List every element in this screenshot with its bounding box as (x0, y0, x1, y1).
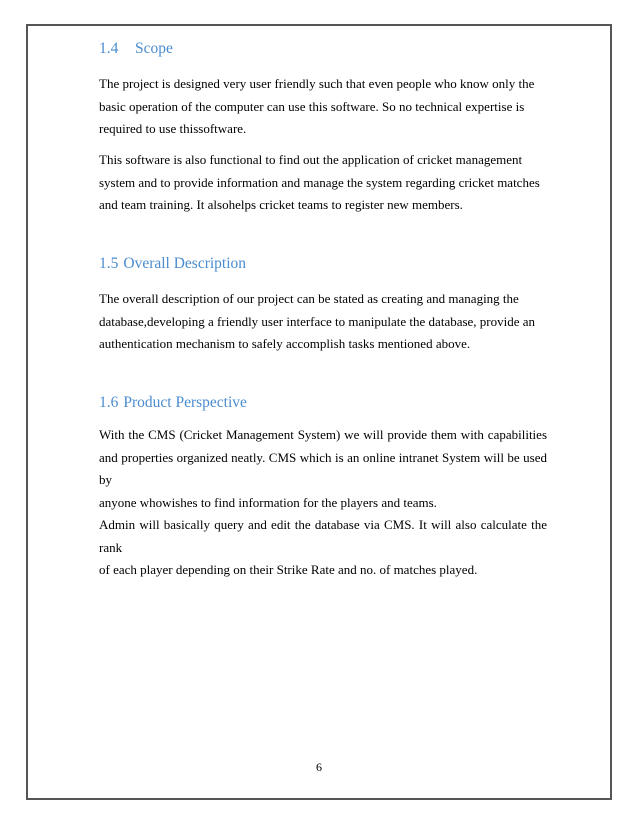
text-line: system and to provide information and manage the system regarding cricket matches (99, 174, 540, 190)
section-heading-overall-description (99, 255, 246, 273)
section-heading-product-perspective (99, 394, 247, 412)
product-perspective-paragraph (99, 424, 547, 582)
section-number: 1.4 (99, 40, 119, 57)
text-line: Admin will basically query and edit the database via CMS. It will also calculate the rank (99, 517, 547, 555)
section-title: Overall Description (123, 255, 247, 272)
text-line: of each player depending on their Strike Rate and no. of matches played. (99, 562, 478, 577)
text-line: The project is designed very user friendly such that even people who know only the (99, 76, 535, 91)
text-line: This software is also functional to find out the application of cricket management (99, 152, 523, 167)
text-line: and team training. It alsohelps cricket teams to register new members. (99, 197, 463, 212)
scope-paragraph-2 (99, 149, 547, 217)
section-title: Scope (135, 40, 173, 57)
text-line: database,developing a friendly user interface to manipulate the database, provide an (99, 313, 536, 329)
scope-paragraph-1 (99, 73, 547, 141)
section-number: 1.6 (99, 394, 119, 411)
section-heading-scope (99, 40, 173, 58)
text-line: required to use thissoftware. (99, 121, 247, 136)
section-number: 1.5 (99, 255, 119, 272)
section-title: Product Perspective (123, 394, 247, 411)
text-line: basic operation of the computer can use this software. So no technical expertise is (99, 98, 525, 114)
text-line: authentication mechanism to safely accomplish tasks mentioned above. (99, 336, 471, 351)
text-line: and properties organized neatly. CMS which is an online intranet System will be used by (99, 449, 547, 487)
text-line: anyone whowishes to find information for the players and teams. (99, 494, 437, 510)
overall-description-paragraph (99, 288, 547, 356)
text-line: With the CMS (Cricket Management System) we will provide them with capabilities (99, 427, 547, 442)
text-line: The overall description of our project can be stated as creating and managing the (99, 291, 519, 306)
page-number: 6 (316, 760, 322, 774)
